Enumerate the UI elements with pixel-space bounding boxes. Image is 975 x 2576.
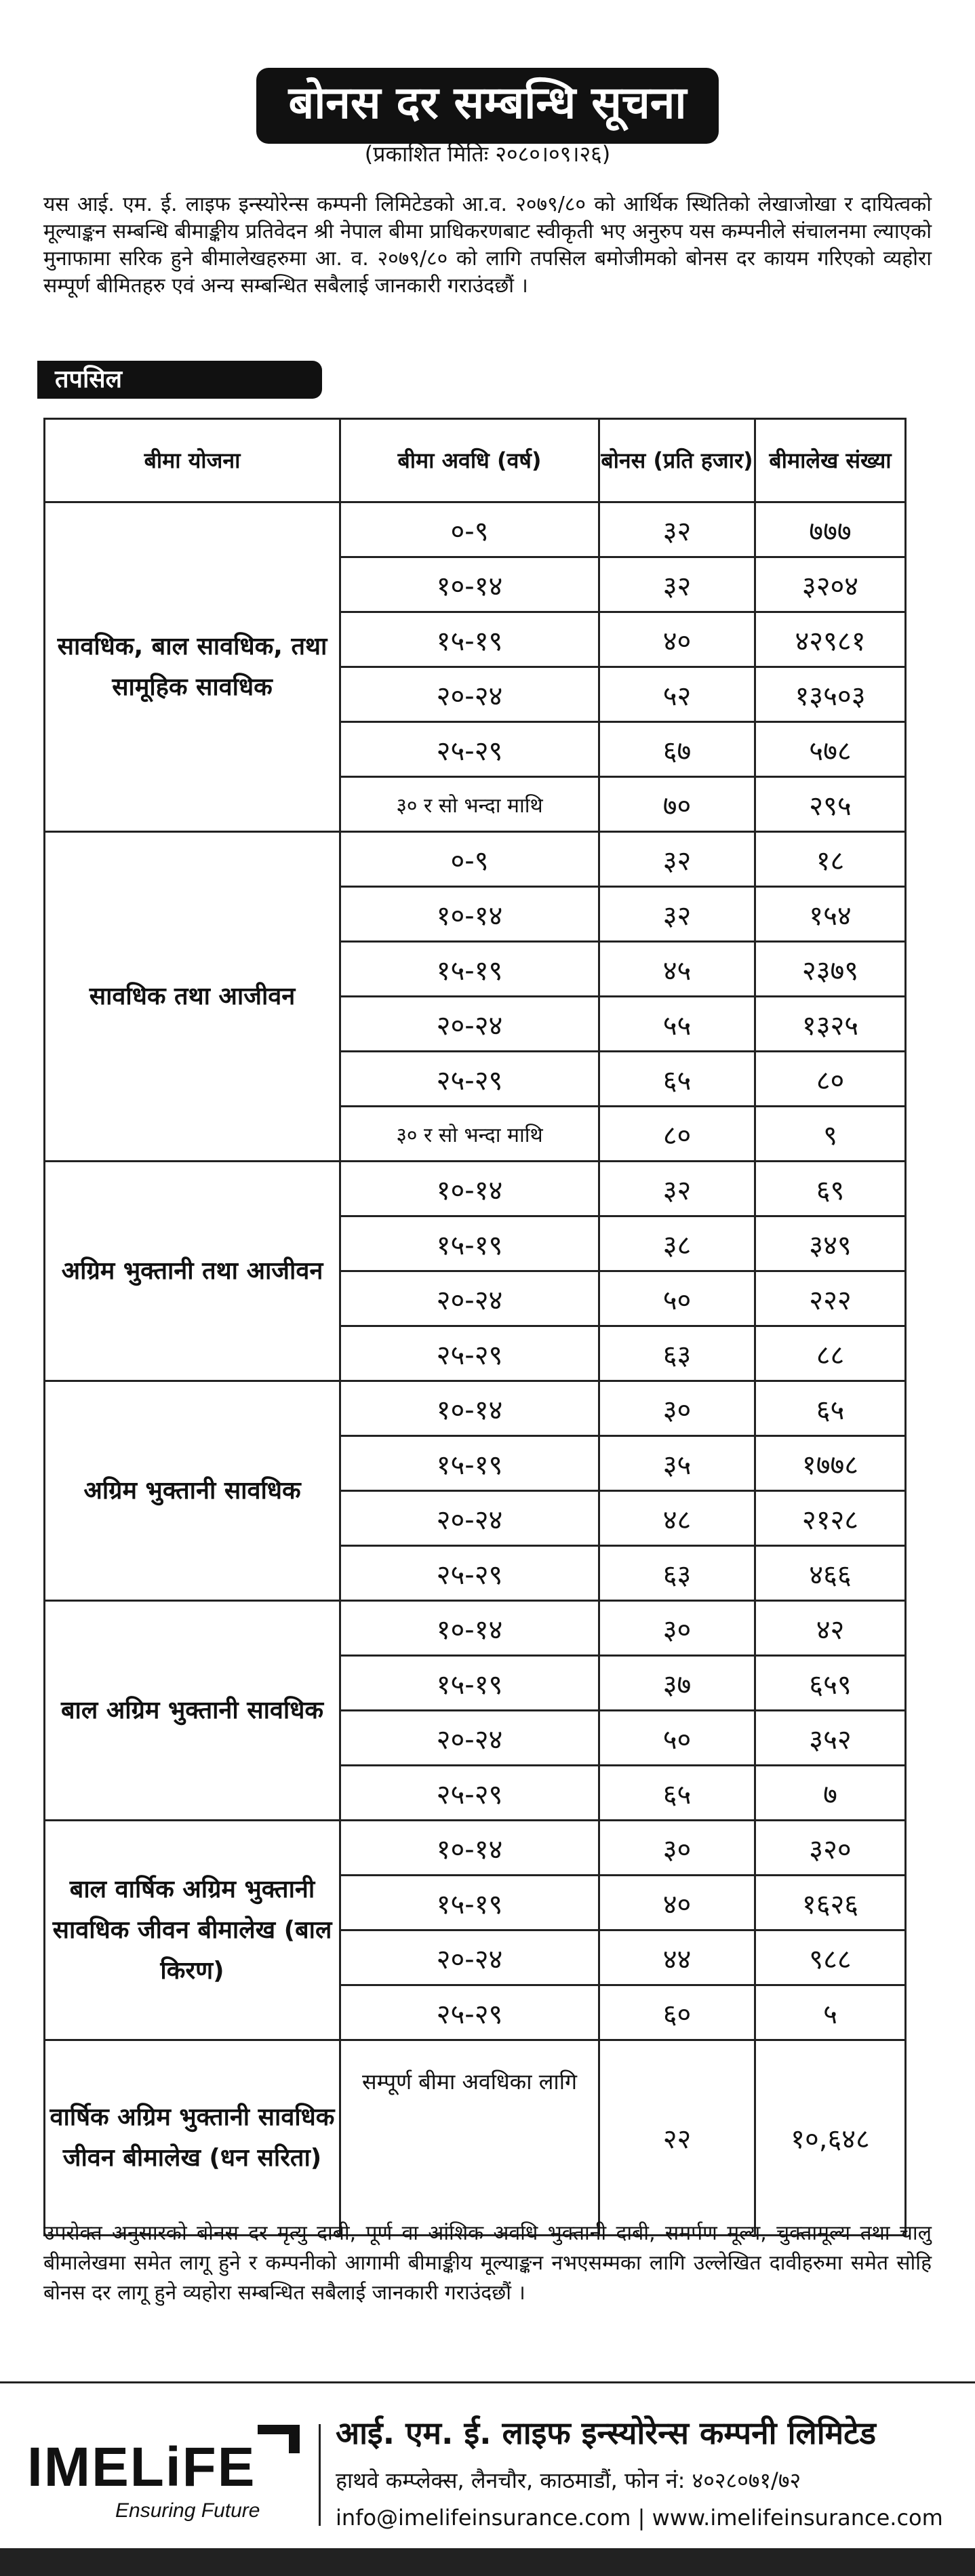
- term-cell: १५-१९: [340, 1436, 599, 1491]
- bonus-cell: ३२: [599, 832, 755, 887]
- count-cell: १७७८: [755, 1436, 906, 1491]
- plan-name: सावधिक, बाल सावधिक, तथा सामूहिक सावधिक: [45, 502, 340, 832]
- count-cell: ६५९: [755, 1656, 906, 1711]
- term-cell: २५-२९: [340, 1052, 599, 1107]
- company-contact: info@imelifeinsurance.com | www.imelifeinsurance.com: [336, 2505, 943, 2531]
- term-cell: १५-१९: [340, 1656, 599, 1711]
- count-cell: २१२८: [755, 1491, 906, 1546]
- logo-tagline: Ensuring Future: [115, 2499, 260, 2522]
- term-cell: १०-१४: [340, 887, 599, 942]
- bonus-cell: ३०: [599, 1821, 755, 1876]
- count-cell: १३२५: [755, 997, 906, 1052]
- bonus-cell: ३०: [599, 1381, 755, 1436]
- header-bonus: बोनस (प्रति हजार): [599, 419, 755, 502]
- header-count: बीमालेख संख्या: [755, 419, 906, 502]
- notice-title: बोनस दर सम्बन्धि सूचना: [256, 68, 719, 144]
- bonus-cell: ६३: [599, 1326, 755, 1381]
- term-cell: ०-९: [340, 502, 599, 557]
- count-cell: ३२०: [755, 1821, 906, 1876]
- term-cell: २५-२९: [340, 1985, 599, 2040]
- term-cell: २०-२४: [340, 1930, 599, 1985]
- logo-mark-icon: [251, 2419, 305, 2460]
- published-date: (प्रकाशित मितिः २०८०।०९।२६): [364, 141, 611, 167]
- header-term: बीमा अवधि (वर्ष): [340, 419, 599, 502]
- term-cell: १५-१९: [340, 1876, 599, 1930]
- footer-vertical-divider: [319, 2424, 321, 2526]
- count-cell: २२२: [755, 1271, 906, 1326]
- table-row: [45, 1162, 906, 1216]
- count-cell: ७: [755, 1766, 906, 1821]
- bonus-cell: ५५: [599, 997, 755, 1052]
- bonus-cell: ६५: [599, 1052, 755, 1107]
- bonus-cell: ३७: [599, 1656, 755, 1711]
- company-name: आई. एम. ई. लाइफ इन्स्योरेन्स कम्पनी लिमिटेड: [336, 2415, 876, 2451]
- term-cell: १०-१४: [340, 1381, 599, 1436]
- count-cell: ४६६: [755, 1546, 906, 1601]
- bonus-cell: ३२: [599, 557, 755, 612]
- bonus-cell: ३८: [599, 1216, 755, 1271]
- term-cell: २०-२४: [340, 1271, 599, 1326]
- count-cell: ८८: [755, 1326, 906, 1381]
- count-cell: ५: [755, 1985, 906, 2040]
- bonus-cell: ४४: [599, 1930, 755, 1985]
- term-cell: १५-१९: [340, 1216, 599, 1271]
- bonus-cell: ३२: [599, 502, 755, 557]
- plan-name: अग्रिम भुक्तानी सावधिक: [45, 1381, 340, 1601]
- header-plan: बीमा योजना: [45, 419, 340, 502]
- count-cell: ४२९८१: [755, 612, 906, 667]
- bonus-cell: ५०: [599, 1271, 755, 1326]
- bonus-cell: ४०: [599, 1876, 755, 1930]
- term-cell: २५-२९: [340, 1326, 599, 1381]
- count-cell: १३५०३: [755, 667, 906, 722]
- bonus-cell: ३२: [599, 1162, 755, 1216]
- term-cell: ०-९: [340, 832, 599, 887]
- term-cell: १५-१९: [340, 942, 599, 997]
- table-row: [45, 1821, 906, 1876]
- count-cell: ३४९: [755, 1216, 906, 1271]
- count-cell: १६२६: [755, 1876, 906, 1930]
- bonus-cell: ५०: [599, 1711, 755, 1766]
- term-cell: २०-२४: [340, 1711, 599, 1766]
- term-cell: ३० र सो भन्दा माथि: [340, 1107, 599, 1162]
- bonus-cell: २२: [599, 2040, 755, 2236]
- table-header-row: [45, 419, 906, 502]
- closing-paragraph: उपरोक्त अनुसारको बोनस दर मृत्यु दाबी, पूर्ण वा आंशिक अवधि भुक्तानी दाबी, समर्पण मूल्य, चुक्तामूल्य तथा चालु बीमालेखमा समेत लागू हुने र कम्पनीको आगामी बीमाङ्कीय मूल्याङ्कन नभएसम्मका लागि उल्लेखित दावीहरुमा समेत सोहि बोनस दर लागू हुने व्यहोरा सम्बन्धित सबैलाई जानकारी गराउंदछौं ।: [43, 2221, 932, 2305]
- count-cell: ७७७: [755, 502, 906, 557]
- count-cell: १८: [755, 832, 906, 887]
- table-row: [45, 1601, 906, 1656]
- bonus-cell: ३०: [599, 1601, 755, 1656]
- count-cell: १५४: [755, 887, 906, 942]
- count-cell: २३७९: [755, 942, 906, 997]
- bonus-cell: ८०: [599, 1107, 755, 1162]
- term-cell: सम्पूर्ण बीमा अवधिका लागि: [340, 2040, 599, 2236]
- bonus-cell: ५२: [599, 667, 755, 722]
- count-cell: ३२०४: [755, 557, 906, 612]
- plan-name: सावधिक तथा आजीवन: [45, 832, 340, 1162]
- count-cell: ६५: [755, 1381, 906, 1436]
- table-row: [45, 1381, 906, 1436]
- plan-name: बाल अग्रिम भुक्तानी सावधिक: [45, 1601, 340, 1821]
- term-cell: २५-२९: [340, 722, 599, 777]
- term-cell: १०-१४: [340, 1821, 599, 1876]
- count-cell: १०,६४८: [755, 2040, 906, 2236]
- count-cell: ९: [755, 1107, 906, 1162]
- term-cell: ३० र सो भन्दा माथि: [340, 777, 599, 832]
- title-area: [0, 68, 975, 144]
- term-cell: २५-२९: [340, 1546, 599, 1601]
- footer-divider: [0, 2381, 975, 2383]
- term-cell: १०-१४: [340, 1601, 599, 1656]
- count-cell: ४२: [755, 1601, 906, 1656]
- count-cell: ६९: [755, 1162, 906, 1216]
- section-label: तपसिल: [37, 361, 322, 399]
- plan-name: अग्रिम भुक्तानी तथा आजीवन: [45, 1162, 340, 1381]
- term-cell: २०-२४: [340, 667, 599, 722]
- bonus-cell: ७०: [599, 777, 755, 832]
- count-cell: ८०: [755, 1052, 906, 1107]
- table-row: [45, 2040, 906, 2236]
- intro-paragraph: यस आई. एम. ई. लाइफ इन्स्योरेन्स कम्पनी लिमिटेडको आ.व. २०७९/८० को आर्थिक स्थितिको लेखाजोखा र दायित्वको मूल्याङ्कन सम्बन्धि बीमाङ्कीय प्रतिवेदन श्री नेपाल बीमा प्राधिकरणबाट स्वीकृती भए अनुरुप यस कम्पनीले संचालनमा ल्याएको मुनाफामा सरिक हुने बीमालेखहरुमा आ. व. २०७९/८० को लागि तपसिल बमोजीमको बोनस दर कायम गरिएको व्यहोरा सम्पूर्ण बीमितहरु एवं अन्य सम्बन्धित सबैलाई जानकारी गराउंदछौं ।: [43, 193, 932, 298]
- bonus-cell: ३२: [599, 887, 755, 942]
- plan-name: बाल वार्षिक अग्रिम भुक्तानी सावधिक जीवन बीमालेख (बाल किरण): [45, 1821, 340, 2040]
- count-cell: ३५२: [755, 1711, 906, 1766]
- term-cell: १०-१४: [340, 1162, 599, 1216]
- company-address: हाथवे कम्प्लेक्स, लैनचौर, काठमाडौं, फोन नं: ४०२८०७१/७२: [336, 2468, 801, 2493]
- bonus-cell: ४०: [599, 612, 755, 667]
- bonus-cell: ६०: [599, 1985, 755, 2040]
- bonus-cell: ४५: [599, 942, 755, 997]
- term-cell: २०-२४: [340, 1491, 599, 1546]
- count-cell: २९५: [755, 777, 906, 832]
- bonus-cell: ६७: [599, 722, 755, 777]
- bonus-cell: ३५: [599, 1436, 755, 1491]
- company-logo: [27, 2419, 312, 2528]
- bonus-cell: ४८: [599, 1491, 755, 1546]
- plan-name: वार्षिक अग्रिम भुक्तानी सावधिक जीवन बीमालेख (धन सरिता): [45, 2040, 340, 2236]
- count-cell: ५७८: [755, 722, 906, 777]
- count-cell: ९८८: [755, 1930, 906, 1985]
- logo-text: IMELiFE: [27, 2436, 256, 2498]
- term-cell: १०-१४: [340, 557, 599, 612]
- term-cell: २०-२४: [340, 997, 599, 1052]
- table-row: [45, 502, 906, 557]
- bonus-cell: ६५: [599, 1766, 755, 1821]
- term-cell: २५-२९: [340, 1766, 599, 1821]
- bottom-bar: [0, 2548, 975, 2576]
- bonus-cell: ६३: [599, 1546, 755, 1601]
- bonus-table: [43, 418, 907, 2236]
- term-cell: १५-१९: [340, 612, 599, 667]
- table-row: [45, 832, 906, 887]
